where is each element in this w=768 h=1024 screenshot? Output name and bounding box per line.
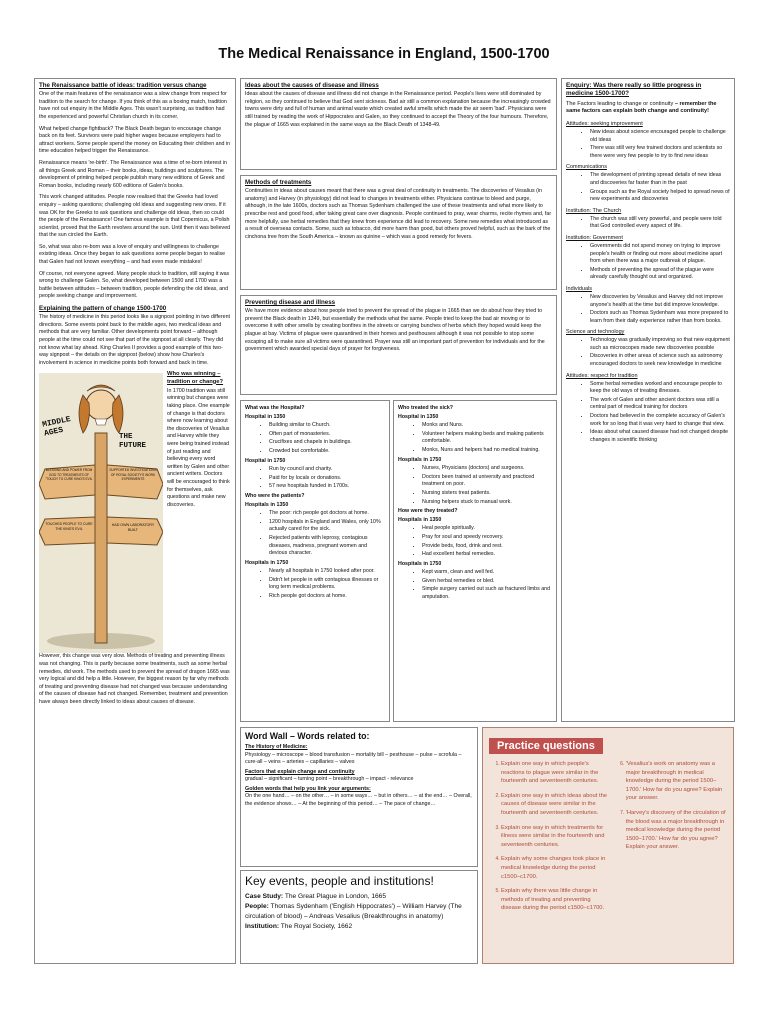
bullet-list <box>566 216 730 231</box>
list-item: • Building similar to Church. <box>269 422 385 430</box>
practice-question: 4. Explain why some changes took place in medical knowledge during the period c1500–c1700. <box>501 855 608 881</box>
word-wall-text-1: Physiology – microscope – blood transfusion – mortality bill – pesthouse – pulse – scrofula – cure-all – veins – arteries – capillaries – valves <box>245 751 462 766</box>
winner-heading: Who was winning – tradition or change? <box>167 371 224 385</box>
list-item: • Provide beds, food, drink and rest. <box>422 543 552 551</box>
list-item: • The church was still very powerful, and people were told that God controlled every aspect of life. <box>590 216 730 231</box>
signpost-arm-right-2: HAD OWN LABORATORY BUILT <box>111 523 155 532</box>
practice-question: 6. 'Vesalius's work on anatomy was a major breakthrough in medical knowledge during the period 1500–1700.' How far do you agree? Explain your answer. <box>626 760 727 803</box>
battle-paragraph: So, what was also re-born was a love of enquiry and willingness to challenge existing ideas. Once they began to ask questions some people began to realise that Galen had not known everything – and had even made mistakes! <box>39 243 226 266</box>
list-item: • Monks, Nuns and helpers had no medical training. <box>422 447 552 455</box>
section-label: Attitudes: respect for tradition <box>566 372 638 379</box>
bullet-list <box>245 466 385 491</box>
signpost-left-label: MIDDLE AGES <box>41 415 72 439</box>
bullet-list <box>566 337 730 368</box>
methods-panel <box>240 175 557 290</box>
list-item: • Nursing sisters treat patients. <box>422 490 552 498</box>
list-item: • There was still very few trained doctors and scientists so there were very few people to try to find new ideas <box>590 145 730 160</box>
list-item: • 1200 hospitals in England and Wales, only 10% actually cared for the sick. <box>269 519 385 534</box>
list-item: • Nurses, Physicians (doctors) and surgeons. <box>422 465 552 473</box>
battle-paragraph: This work changed attitudes. People now realised that the Greeks had loved enquiry – asking questions; challenging old ideas and suggesting new ones. If it was OK for the Greeks to ask questions and challenge old ideas, then so could the people of the Renaissance! One famous example is that Copernicus, a Polish scientist, proved that the Earth revolves around the sun. Until then it was believed that the sun circled the Earth. <box>39 194 231 239</box>
word-wall-text-2: gradual – significant – turning point – breakthrough – impact - relevance <box>245 776 414 783</box>
list-item: • Monks and Nuns. <box>422 422 552 430</box>
treated-heading: Who treated the sick? <box>398 405 454 411</box>
section-label: Hospitals in 1750 <box>398 456 442 463</box>
list-item: • The work of Galen and other ancient doctors was still a central part of medical training for doctors <box>590 397 730 412</box>
pattern-heading: Explaining the pattern of change 1500-1700 <box>39 305 167 313</box>
enquiry-panel <box>561 78 735 722</box>
section-label: How were they treated? <box>398 508 458 515</box>
ideas-heading: Ideas about the causes of disease and illness <box>245 82 379 89</box>
treated-sections <box>398 414 552 602</box>
list-item: • Crowded but comfortable. <box>269 448 385 456</box>
list-item: • Discoveries in other areas of science such as astronomy encouraged doctors to seek new knowledge in medicine <box>590 353 730 368</box>
bullet-list <box>566 172 730 203</box>
bullet-list <box>566 243 730 282</box>
case-study-line: Case Study: The Great Plague in London, 1665 <box>245 893 387 900</box>
battle-paragraph: What helped change fightback? The Black Death began to encourage change back on its feet. Survivors were paid higher wages because employers had to attract workers. Some people spend the money on Educating their children and in time education helped trigger the Renaissance. <box>39 125 231 155</box>
bullet-list <box>398 569 552 601</box>
section-label: Hospitals in 1350 <box>398 516 442 523</box>
practice-question: 5. Explain why there was little change in methods of treating and preventing disease during the period c1500–c1700. <box>501 887 608 913</box>
signpost-right-label: THE FUTURE <box>119 433 147 451</box>
methods-heading: Methods of treatments <box>245 179 312 186</box>
section-label: Communications <box>566 164 607 171</box>
enquiry-heading: Enquiry: Was there really so little progress in medicine 1500-1700? <box>566 82 702 98</box>
battle-paragraph: One of the main features of the renaissance was a slow change from respect for tradition to the search for change. If you think of this as a boxing match, tradition have not out enquiry in the Middle Ages. This wasn't surprising, as tradition had the experienced and powerful Christian church in its corner. <box>39 91 227 120</box>
prevent-heading: Preventing disease and illness <box>245 299 336 306</box>
bullet-list <box>398 465 552 506</box>
enquiry-sections <box>566 120 730 444</box>
battle-heading: The Renaissance battle of ideas: tradition versus change <box>39 82 207 89</box>
word-wall-sub-2: Factors that explain change and continuity <box>245 768 355 775</box>
list-item: • Had excellent herbal remedies. <box>422 551 552 559</box>
list-item: • New ideas about science encouraged people to challenge old ideas <box>590 129 730 144</box>
word-wall-text-3: On the one hand… – on the other… – in some ways… – but in others… – at the end… – Overall, the evidence shows… – At the beginning of this period… – The pace of change… <box>245 793 472 807</box>
methods-text: Continuities in ideas about causes meant that there was a great deal of continuity in treatments. The discoveries of Vesalius (in anatomy) and Harvey (in physiology) did not lead to changes in treatments either. Physicians continue to bleed and purge, although, in the late 1600s, doctors such as Thomas Sydenham challenged the use of these treatments and what more likely to prescribe rest and good food, after taking great care over diagnosis. People continued to pray, wear charms, recite rhymes and, far more helpfully, use herbal remedies that they knew from experience did lead to recovery. Some new remedies what introduced as a result of overseas contacts. Some, such as tobacco, did more harm than good, but others proved helpful, such as the bark of the cinchona tree from the South America – known as quinine – which was a good remedy for fevers. <box>245 188 552 240</box>
bullet-list <box>566 129 730 160</box>
section-label: Institution: The Church <box>566 207 622 214</box>
battle-paragraph: Renaissance means 're-birth'. The Renaissance was a time of re-born interest in all things Greek and Roman – their books, ideas, buildings and sculptures. The development of printing helped people publish many new editions of Greek and Roman books, including nearly 600 editions of Galen's books. <box>39 159 227 189</box>
list-item: • Rejected patients with leprosy, contagious diseases, madness, pregnant women and devious character. <box>269 535 385 558</box>
list-item: • Given herbal remedies or bled. <box>422 578 552 586</box>
signpost-illustration <box>39 373 163 653</box>
list-item: • Technology was gradually improving so that new equipment such as microscopes made new discoveries possible <box>590 337 730 352</box>
battle-of-ideas-panel <box>34 78 236 964</box>
list-item: • Doctors had believed in the complete accuracy of Galen's work for so long that it was very hard to change that view. <box>590 413 730 428</box>
section-label: Science and technology <box>566 329 625 336</box>
practice-questions-right <box>614 760 727 919</box>
list-item: • Ideas about what caused disease had not changed despite changes in scientific thinking <box>590 429 730 444</box>
hospital-panel <box>240 400 390 722</box>
signpost-cartoon <box>39 373 163 653</box>
list-item: • Volunteer helpers making beds and making patients comfortable. <box>422 431 552 446</box>
word-wall-heading: Word Wall – Words related to: <box>245 731 370 741</box>
list-item: • Pray for soul and speedy recovery. <box>422 534 552 542</box>
practice-questions-card <box>482 727 734 964</box>
list-item: • The poor: rich people got doctors at home. <box>269 510 385 518</box>
list-item: • Nearly all hospitals in 1750 looked after poor. <box>269 568 385 576</box>
word-wall-sub-3: Golden words that help you link your arguments: <box>245 785 371 792</box>
pattern-text: The history of medicine in this period looks like a signpost pointing in two different directions. Some events point back to the middle ages, two medical ideas and methods that are very familiar. Other developments point forward – although people at the time could not see that part of the signpost at all clearly. They did not know what lay ahead. King Charles II provides a good example of this two-way signpost – the details on the signpost (below) show how Charles's involvement in science in medicine points both forward and back in time. <box>39 314 230 366</box>
list-item: • Doctors such as Thomas Sydenham was more prepared to learn from their daily experience rather than from books. <box>590 310 730 325</box>
ideas-text: Ideas about the causes of disease and illness did not change in the Renaissance period. People's lives were still dominated by religion, so they continued to believe that God sent sickness. Bad air still a common explanation because the increasingly crowded towns were dirty and full of human and animal waste which created awful smells which made the air seem 'bad'. Physicians were still trained by reading the work of Hippocrates and Galen, so they continued to accept the Theory of the four humours. Therefore, the plague of 1665 was explained in the same ways as the Black Death of 1348-49. <box>245 91 551 128</box>
bullet-list <box>398 422 552 454</box>
page-title: The Medical Renaissance in England, 1500-1700 <box>218 46 550 62</box>
enquiry-intro: The Factors leading to change or continuity – remember the same factors can explain both change and continuity! <box>566 100 717 115</box>
list-item: • Didn't let people in with contagious illnesses or long term medical problems. <box>269 577 385 592</box>
ideas-panel <box>240 78 557 170</box>
list-item: • Governments did not spend money on trying to improve people's health or finding out more about medicine apart from when there was a major outbreak of plague. <box>590 243 730 266</box>
list-item: • Doctors been trained at university and practiced treatment on poor. <box>422 474 552 489</box>
people-line: People: Thomas Sydenham ('English Hippocrates') – William Harvey (The circulation of blood) – Andreas Vesalius (Breakthroughs in anatomy) <box>245 903 462 920</box>
section-label: Hospital in 1350 <box>398 413 439 420</box>
prevent-text: We have more evidence about how people tried to prevent the spread of the plague in 1665 than we do about how they tried to prevent the Black death in 1349, but essentially the methods what the same. People tried to keep the bad air moving or to overcome it with other smells by creating bonfires in the streets or carrying bunches of herbs which they hoped would keep the plague at bay. Victims of plague were quarantined in their homes and pesthouses although it was not possible to stop some escaping all to make sure all victims were quarantined. Prayer was still an important part of prevention for individuals and for the government which awarded special days of prayer for forgiveness. <box>245 308 545 353</box>
list-item: • Crucifixes and chapels in buildings. <box>269 439 385 447</box>
bullet-list <box>245 510 385 558</box>
practice-question: 1. Explain one way in which people's reactions to plague were similar in the fourteenth and seventeenth centuries. <box>501 760 608 786</box>
list-item: • Simple surgery carried out such as fractured limbs and amputation. <box>422 586 552 601</box>
bullet-list <box>245 568 385 600</box>
treated-panel <box>393 400 557 722</box>
key-events-panel <box>240 870 478 964</box>
section-label: Hospitals in 1750 <box>245 559 289 566</box>
section-label: Hospital in 1350 <box>245 413 286 420</box>
word-wall-sub-1: The History of Medicine: <box>245 744 308 750</box>
bullet-list <box>566 294 730 325</box>
practice-question: 2. Explain one way in which ideas about the causes of disease were similar in the fourteenth and seventeenth centuries. <box>501 792 608 818</box>
practice-question: 3. Explain one way in which treatments for illness were similar in the fourteenth and seventeenth centuries. <box>501 824 608 850</box>
list-item: • Groups such as the Royal society helped to spread news of new experiments and discoveries <box>590 189 730 204</box>
bullet-list <box>398 525 552 558</box>
bullet-list <box>566 381 730 445</box>
list-item: • Nursing helpers stuck to manual work. <box>422 499 552 507</box>
practice-heading: Practice questions <box>489 738 603 754</box>
key-events-heading: Key events, people and institutions! <box>245 874 434 888</box>
hospital-heading: What was the Hospital? <box>245 405 305 411</box>
list-item: • Often part of monasteries. <box>269 431 385 439</box>
section-label: Hospitals in 1350 <box>245 501 289 508</box>
winner-text: In 1700 tradition was still winning but changes were taking place. One example of change is that doctors where now learning about the discoveries of Vesalius and Harvey while they were being trained instead of just reading and believing every word written by Galen and other ancient writers. Doctors will be encouraged to think for themselves, ask questions and make new discoveries. <box>167 387 230 508</box>
list-item: • Run by council and charity. <box>269 466 385 474</box>
section-label: Individuals <box>566 285 592 292</box>
battle-paragraphs <box>39 91 231 301</box>
list-item: • Methods of preventing the spread of the plague were already carefully thought out and organized. <box>590 267 730 282</box>
section-label: Who were the patients? <box>245 492 305 499</box>
battle-paragraph: Of course, not everyone agreed. Many people stuck to tradition, still saying it was wrong to challenge Galen. So, what developed between 1500 and 1700 was a battle between attitudes – between tradition, people defending the old ideas, and people seeking change and improvement. <box>39 270 230 300</box>
list-item: • Some herbal remedies worked and encourage people to keep the old ways of treating illnesses. <box>590 381 730 396</box>
section-label: Institution: Government <box>566 234 623 241</box>
practice-questions-left <box>489 760 608 919</box>
signpost-arm-left-1: BLESSING AND POWER FROM GOD TO TREATMENTS OF 'TOUCH' TO CURE KING'S EVIL <box>45 468 93 481</box>
prevention-panel <box>240 295 557 395</box>
list-item: • The development of printing spread details of new ideas and discoveries far faster than in the past <box>590 172 730 187</box>
signpost-arm-left-2: TOUCHED PEOPLE TO CURE THE KING'S EVIL <box>45 522 93 531</box>
signpost-arm-right-1: SUPPORTED INVESTIGATIONS OF ROYAL SOCIETY'S WORK EXPERIMENTS <box>109 468 157 481</box>
slow-change-text: However, this change was very slow. Methods of treating and preventing illness was not changing. This is partly because some treatments, such as some herbal remedies, did work. The methods used to prevent the spread of dragon 1665 was very logical and did help a little. However, the biggest reason by far why methods of treating and preventing disease had not changed was because understanding of the causes of disease had not changed. Remember, treatment and prevention have always been directly linked to ideas about causes of disease. <box>39 653 230 705</box>
bullet-list <box>245 422 385 455</box>
section-label: Hospitals in 1750 <box>398 560 442 567</box>
list-item: • Heal people spiritually. <box>422 525 552 533</box>
list-item: • New discoveries by Vesalius and Harvey did not improve anyone's health at the time but did improve knowledge. <box>590 294 730 309</box>
practice-question: 7. 'Harvey's discovery of the circulation of the blood was a major breakthrough in medical knowledge during the period 1500–1700.' How far do you agree? Explain your answer. <box>626 809 727 852</box>
list-item: • Kept warm, clean and well fed. <box>422 569 552 577</box>
hospital-sections <box>245 414 385 601</box>
word-wall-panel <box>240 727 478 867</box>
section-label: Hospital in 1750 <box>245 457 286 464</box>
list-item: • Paid for by locals or donations. <box>269 475 385 483</box>
list-item: • 57 new hospitals funded in 1700s. <box>269 483 385 491</box>
section-label: Attitudes: seeking improvement <box>566 121 643 127</box>
list-item: • Rich people got doctors at home. <box>269 593 385 601</box>
institution-line: Institution: The Royal Society, 1662 <box>245 923 353 930</box>
